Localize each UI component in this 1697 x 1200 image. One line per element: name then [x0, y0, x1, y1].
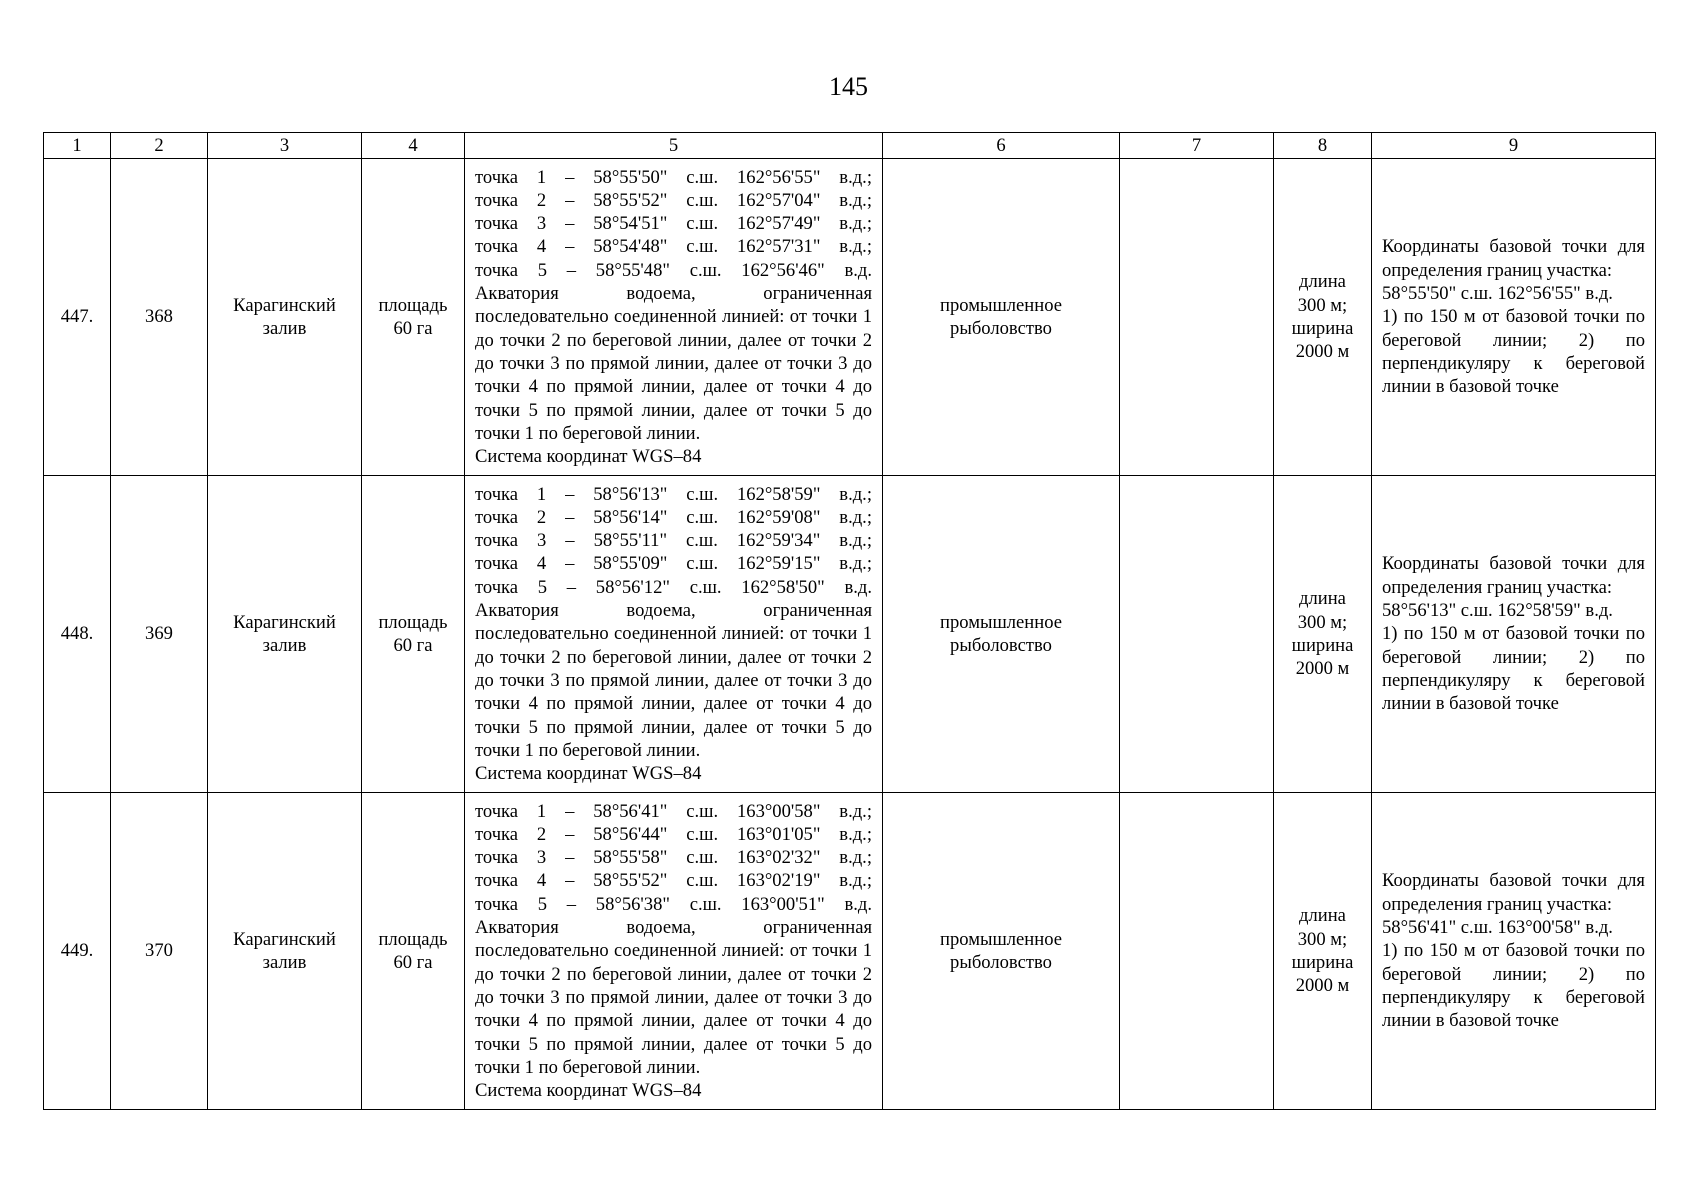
base-point-rules: 1) по 150 м от базовой точки по береговой линии; 2) по перпендикуляру к береговой линии в базовой точке — [1382, 940, 1645, 1032]
coordinate-line: точка 1 – 58°55'50" с.ш. 162°56'55" в.д.; — [475, 166, 872, 188]
coordinate-line: точка 4 – 58°55'09" с.ш. 162°59'15" в.д.; — [475, 553, 872, 575]
coordinate-line: точка 2 – 58°56'44" с.ш. 163°01'05" в.д.; — [475, 823, 872, 845]
empty-cell — [1120, 159, 1274, 476]
location-cell — [208, 476, 362, 793]
base-point-cell — [1372, 793, 1656, 1110]
coordinate-system: Система координат WGS–84 — [475, 1080, 702, 1102]
dimension-line: 2000 м — [1295, 658, 1350, 680]
location-line: залив — [262, 318, 307, 339]
area-line: площадь — [378, 294, 448, 316]
coordinate-line: точка 3 – 58°54'51" с.ш. 162°57'49" в.д.; — [475, 213, 872, 235]
table-row — [44, 793, 1656, 1110]
coordinates-cell — [465, 159, 883, 476]
base-point-rules: 1) по 150 м от базовой точки по береговой линии; 2) по перпендикуляру к береговой линии в базовой точке — [1382, 623, 1645, 715]
purpose-line: промышленное — [940, 294, 1062, 316]
location-line: залив — [262, 952, 307, 973]
coordinate-line: точка 5 – 58°56'12" с.ш. 162°58'50" в.д. — [475, 576, 872, 598]
base-point-intro: Координаты базовой точки для определения границ участка: — [1382, 553, 1645, 598]
area-size-cell — [362, 793, 465, 1110]
base-point-coordinates: 58°55'50" с.ш. 162°56'55" в.д. — [1382, 283, 1613, 305]
base-point-coordinates: 58°56'41" с.ш. 163°00'58" в.д. — [1382, 917, 1613, 939]
boundary-description: Акватория водоема, ограниченная последовательно соединенной линией: от точки 1 до точки 2 по береговой линии, далее от точки 2 до точки 3 по прямой линии, далее от точки 3 до точки 4 по прямой линии, далее от точки 4 до точки 5 по прямой линии, далее от точки 5 до точки 1 по береговой линии. — [475, 283, 872, 444]
area-size-cell — [362, 476, 465, 793]
coordinate-line: точка 3 – 58°55'58" с.ш. 163°02'32" в.д.; — [475, 847, 872, 869]
coordinate-line: точка 5 – 58°56'38" с.ш. 163°00'51" в.д. — [475, 893, 872, 915]
coordinate-line: точка 1 – 58°56'41" с.ш. 163°00'58" в.д.; — [475, 800, 872, 822]
row-number: 447. — [44, 159, 111, 476]
coordinate-line: точка 4 – 58°55'52" с.ш. 163°02'19" в.д.; — [475, 870, 872, 892]
location-line: Карагинский — [233, 928, 336, 950]
coordinates-cell — [465, 476, 883, 793]
boundary-description: Акватория водоема, ограниченная последовательно соединенной линией: от точки 1 до точки 2 по береговой линии, далее от точки 2 до точки 3 по прямой линии, далее от точки 3 до точки 4 по прямой линии, далее от точки 4 до точки 5 по прямой линии, далее от точки 5 до точки 1 по береговой линии. — [475, 600, 872, 761]
coordinate-line: точка 4 – 58°54'48" с.ш. 162°57'31" в.д.; — [475, 236, 872, 258]
coordinate-line: точка 1 – 58°56'13" с.ш. 162°58'59" в.д.; — [475, 483, 872, 505]
header-row — [44, 133, 1656, 159]
coordinate-line: точка 2 – 58°56'14" с.ш. 162°59'08" в.д.; — [475, 506, 872, 528]
dimension-line: ширина — [1291, 952, 1354, 973]
dimensions-cell — [1274, 476, 1372, 793]
area-line: 60 га — [393, 952, 433, 973]
purpose-line: рыболовство — [950, 635, 1052, 656]
base-point-intro: Координаты базовой точки для определения границ участка: — [1382, 870, 1645, 915]
page-number: 145 — [829, 72, 868, 101]
location-line: залив — [262, 635, 307, 656]
area-id: 369 — [111, 476, 208, 793]
area-size-cell — [362, 159, 465, 476]
base-point-cell — [1372, 476, 1656, 793]
dimension-line: ширина — [1291, 318, 1354, 339]
header-cell: 7 — [1120, 133, 1274, 159]
area-line: 60 га — [393, 635, 433, 656]
header-cell: 4 — [362, 133, 465, 159]
empty-cell — [1120, 793, 1274, 1110]
purpose-cell — [883, 476, 1120, 793]
header-cell: 8 — [1274, 133, 1372, 159]
header-cell: 2 — [111, 133, 208, 159]
location-cell — [208, 793, 362, 1110]
base-point-cell — [1372, 159, 1656, 476]
coordinate-line: точка 5 – 58°55'48" с.ш. 162°56'46" в.д. — [475, 259, 872, 281]
header-cell: 5 — [465, 133, 883, 159]
purpose-line: промышленное — [940, 928, 1062, 950]
location-line: Карагинский — [233, 294, 336, 316]
area-id: 370 — [111, 793, 208, 1110]
dimension-line: 300 м; — [1297, 294, 1348, 316]
purpose-line: промышленное — [940, 611, 1062, 633]
dimension-line: ширина — [1291, 635, 1354, 656]
dimension-line: 2000 м — [1295, 975, 1350, 997]
dimension-line: длина — [1299, 271, 1346, 293]
area-line: площадь — [378, 611, 448, 633]
fishing-areas-table — [43, 132, 1656, 1110]
coordinate-line: точка 3 – 58°55'11" с.ш. 162°59'34" в.д.; — [475, 530, 872, 552]
dimensions-cell — [1274, 159, 1372, 476]
header-cell: 3 — [208, 133, 362, 159]
dimension-line: длина — [1299, 905, 1346, 927]
header-cell: 6 — [883, 133, 1120, 159]
purpose-line: рыболовство — [950, 952, 1052, 973]
area-id: 368 — [111, 159, 208, 476]
dimension-line: 2000 м — [1295, 341, 1350, 363]
purpose-cell — [883, 159, 1120, 476]
location-line: Карагинский — [233, 611, 336, 633]
base-point-intro: Координаты базовой точки для определения границ участка: — [1382, 236, 1645, 281]
boundary-description: Акватория водоема, ограниченная последовательно соединенной линией: от точки 1 до точки 2 по береговой линии, далее от точки 2 до точки 3 по прямой линии, далее от точки 3 до точки 4 по прямой линии, далее от точки 4 до точки 5 по прямой линии, далее от точки 5 до точки 1 по береговой линии. — [475, 917, 872, 1078]
coordinate-system: Система координат WGS–84 — [475, 446, 702, 468]
header-cell: 1 — [44, 133, 111, 159]
base-point-coordinates: 58°56'13" с.ш. 162°58'59" в.д. — [1382, 600, 1613, 622]
dimension-line: длина — [1299, 588, 1346, 610]
empty-cell — [1120, 476, 1274, 793]
purpose-cell — [883, 793, 1120, 1110]
dimensions-cell — [1274, 793, 1372, 1110]
coordinate-system: Система координат WGS–84 — [475, 763, 702, 785]
header-cell: 9 — [1372, 133, 1656, 159]
area-line: 60 га — [393, 318, 433, 339]
row-number: 449. — [44, 793, 111, 1110]
row-number: 448. — [44, 476, 111, 793]
area-line: площадь — [378, 928, 448, 950]
location-cell — [208, 159, 362, 476]
coordinates-cell — [465, 793, 883, 1110]
table-row — [44, 159, 1656, 476]
base-point-rules: 1) по 150 м от базовой точки по береговой линии; 2) по перпендикуляру к береговой линии в базовой точке — [1382, 306, 1645, 398]
coordinate-line: точка 2 – 58°55'52" с.ш. 162°57'04" в.д.; — [475, 189, 872, 211]
table-row — [44, 476, 1656, 793]
dimension-line: 300 м; — [1297, 611, 1348, 633]
dimension-line: 300 м; — [1297, 928, 1348, 950]
purpose-line: рыболовство — [950, 318, 1052, 339]
